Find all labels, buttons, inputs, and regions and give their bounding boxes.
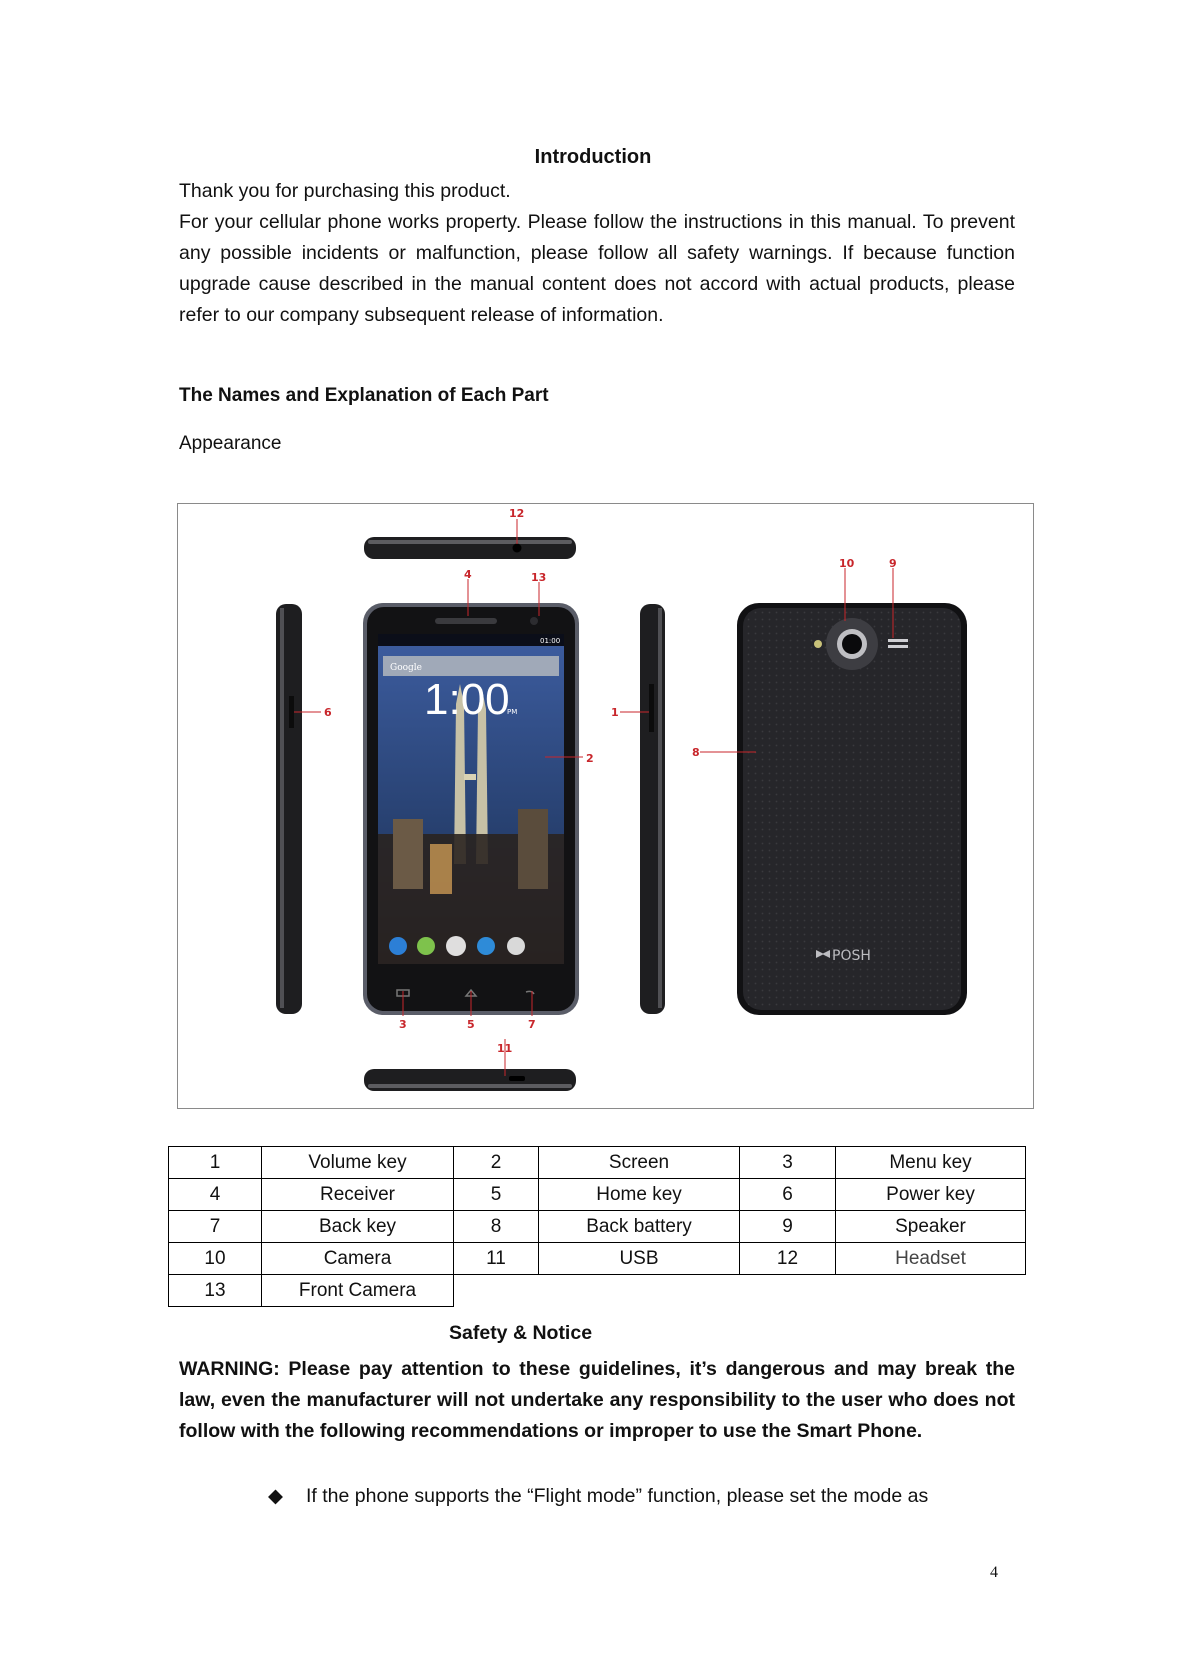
phone-diagram — [178, 504, 1033, 1108]
part-number: 2 — [454, 1147, 539, 1179]
part-name: Power key — [836, 1179, 1026, 1211]
part-number: 4 — [169, 1179, 262, 1211]
part-name: Front Camera — [262, 1275, 454, 1307]
callout-12: 12 — [509, 507, 525, 520]
safety-warning: WARNING: Please pay attention to these guidelines, it’s dangerous and may break the law, even the manufacturer will not undertake any responsibility to the user who does not follow with the following recommendations or improper to use the Smart Phone. — [179, 1358, 1015, 1442]
callout-5: 5 — [467, 1018, 475, 1031]
callout-13: 13 — [531, 571, 547, 584]
part-name: Screen — [539, 1147, 740, 1179]
bullet-item — [268, 1484, 928, 1508]
callout-4: 4 — [464, 568, 472, 581]
table-row — [169, 1243, 1026, 1275]
table-row — [169, 1179, 1026, 1211]
part-number: 12 — [740, 1243, 836, 1275]
part-name: Menu key — [836, 1147, 1026, 1179]
callout-3: 3 — [399, 1018, 407, 1031]
screen-clock: 1:00 — [424, 675, 510, 724]
callout-1: 1 — [611, 706, 619, 719]
page-number: 4 — [990, 1564, 998, 1581]
brand-logo: POSH — [832, 948, 871, 964]
callout-10: 10 — [839, 557, 855, 570]
intro-thanks: Thank you for purchasing this product. — [179, 180, 511, 202]
parts-table — [168, 1146, 1026, 1307]
part-name: Volume key — [262, 1147, 454, 1179]
table-row — [169, 1211, 1026, 1243]
part-number: 1 — [169, 1147, 262, 1179]
back-view — [737, 603, 967, 1015]
part-number: 10 — [169, 1243, 262, 1275]
status-time: 01:00 — [540, 637, 561, 645]
table-row — [169, 1147, 1026, 1179]
part-number: 8 — [454, 1211, 539, 1243]
part-name: Receiver — [262, 1179, 454, 1211]
left-side-view — [276, 604, 302, 1014]
part-name: USB — [539, 1243, 740, 1275]
part-number: 3 — [740, 1147, 836, 1179]
table-row — [169, 1275, 1026, 1307]
part-name: Home key — [539, 1179, 740, 1211]
part-number: 6 — [740, 1179, 836, 1211]
part-number: 9 — [740, 1211, 836, 1243]
search-label: Google — [390, 663, 422, 673]
part-number: 7 — [169, 1211, 262, 1243]
callout-9: 9 — [889, 557, 897, 570]
intro-body: For your cellular phone works property. Please follow the instructions in this manual. To prevent any possible incidents or malfunction, please follow all safety warnings. If because function upgrade cause described in the manual content does not accord with actual products, please refer to our company subsequent release of information. — [179, 211, 1015, 326]
screen-clock-suffix: PM — [507, 708, 518, 716]
bottom-edge-view — [364, 1069, 576, 1091]
callout-11: 11 — [497, 1042, 513, 1055]
callout-8: 8 — [692, 746, 700, 759]
parts-section-title: The Names and Explanation of Each Part — [179, 385, 549, 406]
diamond-bullet-icon: ◆ — [268, 1485, 283, 1507]
part-number: 13 — [169, 1275, 262, 1307]
safety-title: Safety & Notice — [449, 1322, 593, 1344]
part-name: Back battery — [539, 1211, 740, 1243]
appearance-label: Appearance — [179, 433, 282, 454]
intro-title: Introduction — [534, 146, 652, 168]
top-edge-view — [364, 537, 576, 559]
right-side-view — [640, 604, 665, 1014]
callout-2: 2 — [586, 752, 594, 765]
part-number: 11 — [454, 1243, 539, 1275]
callout-7: 7 — [528, 1018, 536, 1031]
part-number: 5 — [454, 1179, 539, 1211]
part-name: Camera — [262, 1243, 454, 1275]
callout-6: 6 — [324, 706, 332, 719]
bullet-text: If the phone supports the “Flight mode” function, please set the mode as — [306, 1485, 929, 1507]
phone-appearance-figure — [177, 503, 1034, 1109]
part-name: Back key — [262, 1211, 454, 1243]
part-name: Speaker — [836, 1211, 1026, 1243]
part-name: Headset — [836, 1243, 1026, 1275]
